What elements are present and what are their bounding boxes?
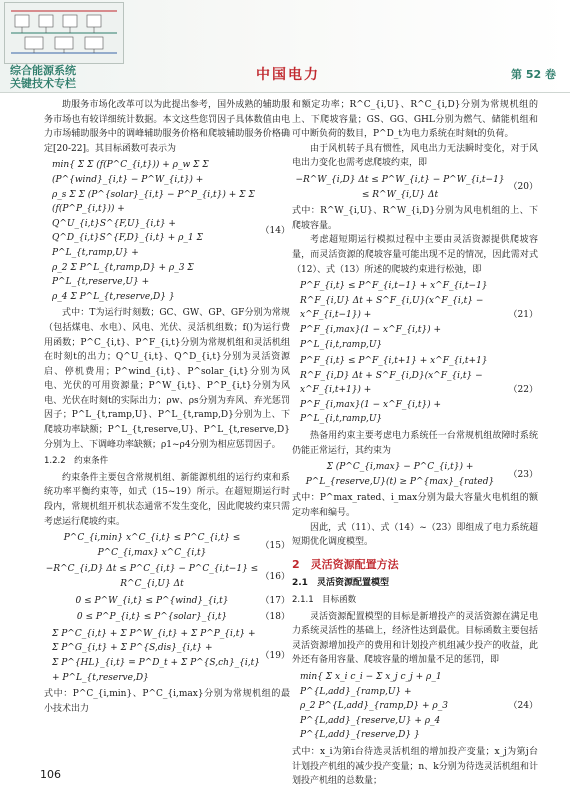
paragraph: 助服务市场化改革可以为此提出参考，国外成熟的辅助服务市场也有较详细统计数据。本文这些您罚因子具体数值由电力市场辅助服务中的调峰辅助服务价格和爬坡辅助服务价格确定[20-22]。其目标函数可表示为 <box>44 100 290 154</box>
equation-14 <box>44 158 290 304</box>
equation-15 <box>44 531 290 560</box>
equation-24 <box>292 670 538 743</box>
equation-line: Σ P^{HL}_{i,t} = P^D_t + Σ P^{S,ch}_{i,t} + P^L_{t,reserve,D} <box>52 657 260 683</box>
equation-body: −R^W_{i,D} Δt ≤ P^W_{i,t} − P^W_{i,t−1} ≤ R^W_{i,U} Δt <box>295 174 505 200</box>
paragraph: 式中：x_i为第i台待选灵活机组的增加投产变量；x_j为第j台计划投产机组的减少投产变量；n、k分别为待选灵活机组和计划投产机组的总数量； <box>292 746 538 787</box>
series-line-2: 关键技术专栏 <box>10 77 76 90</box>
paragraph: 和额定功率；R^C_{i,U}、R^C_{i,D}分别为常规机组的上、下爬坡容量；GS、GG、GHL分别为燃气、储能机组和可中断负荷的数目，P^D_t为电力系统在时刻t的负荷。 <box>292 100 538 140</box>
right-column <box>292 98 538 789</box>
page-header <box>0 0 570 93</box>
paragraph: 考虑超短期运行模拟过程中主要由灵活资源提供爬坡容量，而灵活资源的爬坡容量可能出现不足的情况，因此需对式（12）、式（13）所述的爬坡约束进行松弛，即 <box>292 235 538 275</box>
subsection-heading: 1.2.2 约束条件 <box>44 456 109 467</box>
equation-line: Q^U_{i,t}S^{F,U}_{i,t} + Q^D_{i,t}S^{F,D}_{i,t} + ρ_1 Σ P^L_{t,ramp,U} + <box>52 218 203 258</box>
section-heading: 2 灵活资源配置方法 <box>292 557 399 571</box>
equation-number: （14） <box>260 226 290 237</box>
equation-line: ρ_2 Σ P^L_{t,ramp,D} + ρ_3 Σ P^L_{t,reserve,U} + <box>52 262 194 288</box>
equation-number: （17） <box>260 595 290 606</box>
equation-body: −R^C_{i,D} Δt ≤ P^C_{i,t} − P^C_{i,t−1} ≤ R^C_{i,U} Δt <box>45 564 259 589</box>
series-line-1: 综合能源系统 <box>10 64 76 77</box>
equation-line: ρ_s Σ Σ (P^{solar}_{i,t} − P^P_{i,t}) + Σ Σ (f(P^P_{i,t})) + <box>52 189 255 215</box>
equation-22 <box>292 354 538 427</box>
equation-number: （23） <box>508 469 538 480</box>
paragraph: 因此，式（11）、式（14）~（23）即组成了电力系统超短期优化调度模型。 <box>292 522 538 548</box>
paragraph: 约束条件主要包含常规机组、新能源机组的运行约束和系统功率平衡约束等，如式（15~19）所示。在超短期运行时段内，常规机组开机状态通常不发生变化，因此爬坡约束只需考虑运行爬坡约束。 <box>44 472 290 527</box>
paragraph: 由于风机转子具有惯性，风电出力无法瞬时变化，对于风电出力变化也需考虑爬坡约束，即 <box>292 143 538 169</box>
equation-number: （21） <box>508 310 538 321</box>
journal-name: 中国电力 <box>256 67 320 83</box>
equation-17 <box>44 594 290 609</box>
column-series-label <box>10 64 120 90</box>
equation-line: P^F_{i,t} ≤ P^F_{i,t−1} + x^F_{i,t−1} R^F_{i,U} Δt + S^F_{i,U}(x^F_{i,t} − x^F_{i,t−1}) + <box>300 281 488 321</box>
equation-line: P^F_{i,max}(1 − x^F_{i,t}) + P^L_{i,t,ramp,U} <box>300 399 442 425</box>
equation-line: P^F_{i,max}(1 − x^F_{i,t}) + P^L_{i,t,ramp,U} <box>300 324 442 350</box>
paragraph: 热备用约束主要考虑电力系统任一台常规机组故障时系统仍能正常运行，其约束为 <box>292 431 538 456</box>
volume-label: 第 52 卷 <box>511 68 556 81</box>
equation-body: 0 ≤ P^P_{i,t} ≤ P^{solar}_{i,t} <box>76 612 228 623</box>
equation-21 <box>292 279 538 352</box>
equation-18 <box>44 610 290 625</box>
equation-body: 0 ≤ P^W_{i,t} ≤ P^{wind}_{i,t} <box>75 595 229 606</box>
equation-number: （18） <box>260 612 290 623</box>
equation-23 <box>292 460 538 489</box>
equation-number: （15） <box>260 540 290 551</box>
equation-number: （22） <box>508 385 538 396</box>
equation-line: Σ P^C_{i,t} + Σ P^W_{i,t} + Σ P^P_{i,t} + Σ P^G_{i,t} + Σ P^{S,dis}_{i,t} + <box>52 628 256 654</box>
paragraph: 式中：R^W_{i,U}、R^W_{i,D}分别为风电机组的上、下爬坡容量。 <box>292 206 538 231</box>
equation-line: ρ_4 Σ P^L_{t,reserve,D} } <box>52 291 175 302</box>
grid-diagram-icon <box>5 3 123 63</box>
equation-20 <box>292 173 538 202</box>
equation-line: P^F_{i,t} ≤ P^F_{i,t+1} + x^F_{i,t+1} R^F_{i,D} Δt + S^F_{i,D}(x^F_{i,t} − x^F_{i,t+1}) + <box>300 356 488 396</box>
equation-number: （20） <box>508 182 538 193</box>
paragraph: 灵活资源配置模型的目标是新增投产的灵活资源在满足电力系统灵活性的基础上，经济性达到最优。目标函数主要包括灵活资源增加投产的费用和计划投产机组减少投产的收益，此外还有备用容量、爬坡容量的增加量不足的惩罚，即 <box>292 611 538 666</box>
equation-number: （24） <box>508 701 538 712</box>
equation-line: min{ Σ Σ (f(P^C_{i,t})) + ρ_w Σ Σ (P^{wind}_{i,t} − P^W_{i,t}) + <box>52 160 209 185</box>
equation-19 <box>44 627 290 685</box>
paragraph: 式中：T为运行时刻数；GC、GW、GP、GF分别为常规（包括煤电、水电）、风电、光伏、灵活机组数；f()为运行费用函数；P^C_{i,t}、P^F_{i,t}分别为常规机组和灵活机组在时刻t的出力；Q^U_{i,t}、Q^D_{i,t}分别为灵活资源启、停机费用；P^wind_{i,t}、P^solar_{i,t}分别为风电、光伏的可用资源量；P^W_{i,t}、P^P_{i,t}分别为风电、光伏在时刻t的实际出力；ρw、ρs分别为弃风、弃光惩罚因子；P^L_{t,ramp,U}、P^L_{t,ramp,D}分别为上、下爬坡功率缺额；P^L_{t,reserve,U}、P^L_{t,reserve,D}分别为上、下调峰功率缺额；ρ1~ρ4分别为相应惩罚因子。 <box>44 308 290 450</box>
page-number: 106 <box>40 768 61 781</box>
paragraph: 式中：P^C_{i,min}、P^C_{i,max}分别为常规机组的最小技术出力 <box>44 689 290 714</box>
system-diagram-thumbnail <box>4 2 124 64</box>
equation-body: Σ (P^C_{i,max} − P^C_{i,t}) + P^L_{reserve,U}(t) ≥ P^{max}_{rated} <box>305 462 495 487</box>
subsection-heading: 2.1 灵活资源配置模型 <box>292 578 389 589</box>
left-column <box>44 98 290 716</box>
equation-number: （19） <box>260 650 290 661</box>
subsubsection-heading: 2.1.1 目标函数 <box>292 595 357 605</box>
paragraph: 式中：P^max_rated、i_max分别为最大容量火电机组的额定功率和编号。 <box>292 493 538 519</box>
equation-body: P^C_{i,min} x^C_{i,t} ≤ P^C_{i,t} ≤ P^C_{i,max} x^C_{i,t} <box>63 533 241 558</box>
equation-line: min{ Σ x_i c_i − Σ x_j c_j + ρ_1 P^{L,add}_{ramp,U} + <box>300 671 442 697</box>
equation-number: （16） <box>260 571 290 582</box>
equation-line: ρ_2 P^{L,add}_{ramp,D} + ρ_3 P^{L,add}_{reserve,U} + ρ_4 P^{L,add}_{reserve,D} } <box>300 701 448 741</box>
equation-16 <box>44 562 290 591</box>
